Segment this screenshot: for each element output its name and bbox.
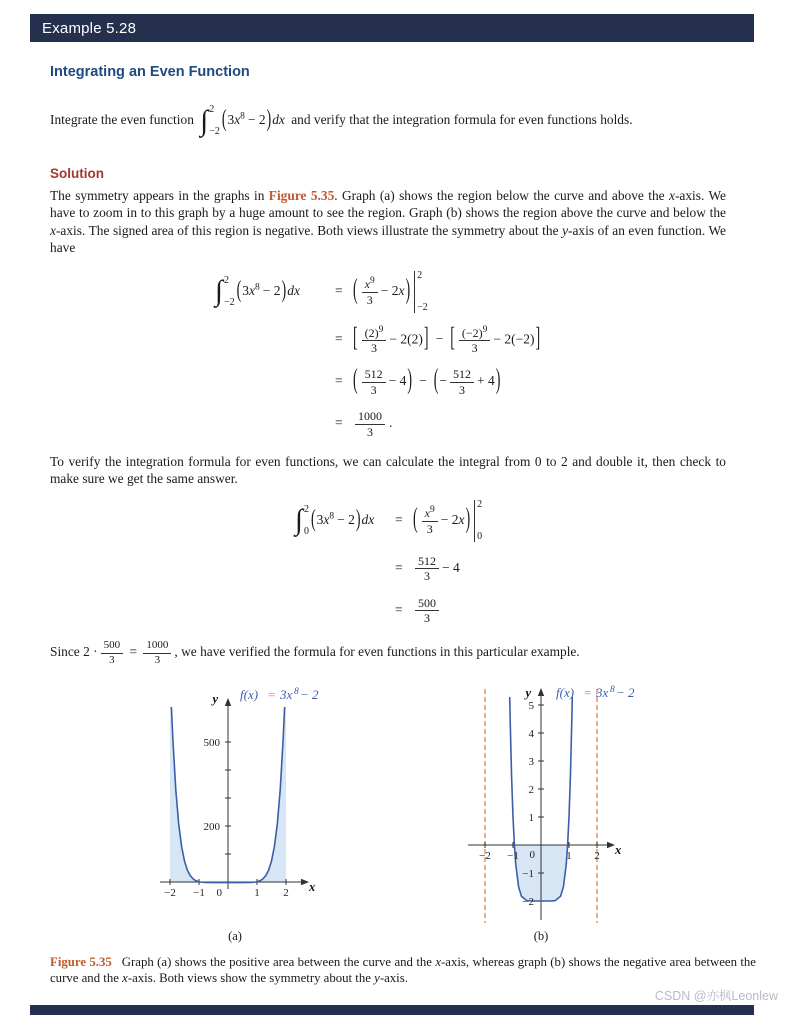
- variable: x: [424, 506, 430, 521]
- bracket: ]: [535, 324, 541, 354]
- fraction: [415, 596, 439, 626]
- y-axis-arrow: [538, 688, 544, 696]
- figure-caption-label: Figure 5.35: [50, 954, 112, 969]
- intro-paragraph: [50, 104, 726, 138]
- text-run: we have verified the formula for even functions in this particular example.: [181, 644, 580, 660]
- text-run: Graph (a) shows the positive area between the curve and the: [121, 954, 432, 969]
- curve-equation-tail: − 2: [300, 686, 319, 702]
- watermark: CSDN @亦枫Leonlew: [654, 989, 778, 1003]
- y-tick-label: 1: [528, 811, 534, 824]
- fraction-numerator: 512: [415, 554, 439, 569]
- curve-equation-exponent: 8: [294, 686, 299, 697]
- y-tick-label: 5: [528, 699, 534, 712]
- fraction: [415, 554, 439, 584]
- equals-sign: =: [335, 331, 343, 347]
- paren: (: [353, 275, 358, 307]
- y-tick-label: −1: [522, 867, 534, 880]
- equals-sign: =: [395, 559, 403, 575]
- graph-a-svg: [110, 677, 360, 927]
- fraction: [362, 367, 386, 397]
- variable: x: [249, 282, 256, 298]
- text-run: . Graph (a) shows the region below the curve and above the: [334, 188, 665, 203]
- curve-equation-equals: =: [584, 684, 592, 700]
- fraction-numerator: 500: [101, 639, 124, 653]
- text-run: -axis, whereas graph (b) shows the negative area between the curve and the: [50, 954, 756, 986]
- conclusion-paragraph: [50, 639, 726, 666]
- shaded-region-right: [256, 707, 286, 882]
- equation-block-2: [295, 500, 726, 626]
- math-token: 2 ·: [83, 644, 98, 660]
- bracket: [: [450, 324, 455, 354]
- integral: [215, 275, 235, 309]
- integral: [295, 504, 309, 538]
- integral-sign: ∫: [215, 275, 223, 308]
- fraction-numerator: 512: [450, 367, 474, 382]
- fraction-denominator: 3: [367, 424, 373, 439]
- origin-label: 0: [216, 886, 222, 899]
- integral-lower-limit: −2: [223, 296, 235, 308]
- variable: x: [234, 112, 241, 128]
- y-axis-label: y: [212, 691, 218, 706]
- math-token: − 4: [442, 559, 460, 575]
- x-tick-label: −1: [193, 886, 205, 899]
- equals-sign: =: [335, 415, 343, 431]
- minus-sign: −: [419, 373, 427, 389]
- integral-lhs: [295, 504, 395, 538]
- fraction-denominator: 3: [109, 653, 115, 666]
- variable: y: [374, 971, 380, 986]
- curve-equation-body: 3x: [596, 684, 609, 700]
- fraction-denominator: 3: [370, 382, 377, 397]
- figure-caption: [50, 954, 756, 987]
- integral-lhs: [215, 275, 335, 309]
- paren: (: [236, 278, 242, 304]
- equals-sign: =: [395, 511, 403, 527]
- fraction-denominator: 3: [426, 521, 433, 536]
- graph-b-svg: [416, 677, 666, 927]
- fraction-numerator: 500: [415, 596, 439, 611]
- math-token: + 4: [477, 373, 495, 389]
- paren: (: [433, 365, 439, 397]
- graph-a-label: (a): [228, 928, 242, 943]
- text-run: -axis. Both views show the symmetry about the: [127, 971, 371, 986]
- intro-text-post: and verify that the integration formula for even functions holds.: [291, 112, 633, 128]
- equation-line-4: [215, 409, 726, 439]
- minus-sign: −: [439, 373, 448, 389]
- fraction-denominator: 3: [154, 653, 161, 666]
- y-tick-label: 3: [528, 755, 534, 768]
- fraction: [101, 639, 124, 666]
- integral-lower-limit: 0: [303, 525, 309, 537]
- x-axis-label: x: [615, 842, 622, 857]
- integral-limits: [304, 504, 309, 538]
- equation-block-1: [215, 271, 726, 439]
- y-tick-label: 500: [203, 736, 220, 749]
- superscript: 8: [255, 282, 260, 293]
- math-token: 3: [316, 511, 324, 527]
- y-axis-arrow: [225, 698, 231, 706]
- text-run: Since: [50, 644, 80, 660]
- fraction-numerator: 1000: [355, 409, 385, 424]
- integral-upper-limit: 2: [303, 503, 309, 515]
- differential: dx: [287, 282, 300, 298]
- solution-paragraph-1: [50, 187, 726, 257]
- math-token: 3: [242, 282, 250, 298]
- x-tick-label: −2: [164, 886, 176, 899]
- figure-5-35: [50, 677, 756, 987]
- equation-line-3: [215, 367, 726, 397]
- fraction-numerator: [362, 276, 378, 292]
- y-axis-label: y: [525, 685, 531, 700]
- fraction-numerator: [459, 325, 491, 341]
- math-token: − 2: [337, 511, 355, 527]
- x-axis-label: x: [309, 879, 316, 894]
- solution-heading: Solution: [50, 166, 104, 181]
- origin-label: 0: [529, 848, 535, 861]
- equation-line-2: [215, 325, 726, 356]
- example-header-bar: [30, 14, 754, 42]
- x-tick-label: 2: [283, 886, 289, 899]
- superscript: 9: [378, 324, 384, 335]
- equals-sign: =: [395, 601, 403, 617]
- y-tick-label: 2: [528, 783, 534, 796]
- fraction: [459, 325, 491, 356]
- paren: (: [413, 504, 418, 536]
- paren: ): [495, 365, 501, 397]
- solution-paragraph-2: To verify the integration formula for even functions, we can calculate the integral from 0 to 2 and double it, then check to make sure we get the same answer.: [50, 454, 726, 487]
- fraction-numerator: 512: [362, 367, 386, 382]
- fraction-denominator: 3: [366, 292, 373, 307]
- text-run: -axis.: [379, 971, 408, 986]
- differential: dx: [272, 112, 285, 128]
- variable: x: [458, 511, 465, 527]
- y-tick-label: −2: [522, 895, 534, 908]
- x-axis-arrow: [607, 842, 615, 848]
- integral-lower-limit: −2: [209, 126, 220, 137]
- math-token: − 2: [262, 282, 281, 298]
- x-axis-arrow: [301, 879, 309, 885]
- inline-integral-expression: [200, 104, 285, 137]
- evaluation-lower: 0: [477, 530, 483, 542]
- equals-sign: =: [129, 644, 138, 660]
- curve-equation-f: f(x): [556, 684, 575, 700]
- integral-upper-limit: 2: [223, 274, 229, 286]
- variable: x: [364, 277, 370, 292]
- evaluation-upper: 2: [477, 498, 483, 510]
- variable: x: [435, 954, 442, 969]
- math-token: − 2(2): [389, 331, 423, 347]
- curve-equation-exponent: 8: [610, 684, 615, 695]
- paren: (: [353, 365, 358, 397]
- superscript: 9: [370, 276, 375, 287]
- footer-bar: [30, 1005, 754, 1015]
- equation-line-3: [295, 596, 726, 626]
- evaluation-lower: −2: [417, 301, 428, 313]
- example-title: Example 5.28: [42, 19, 137, 37]
- text-run: -axis of an even function. We have: [50, 222, 726, 256]
- fraction-denominator: 3: [371, 341, 378, 356]
- fraction-denominator: 3: [459, 382, 466, 397]
- paren: ): [355, 507, 361, 533]
- paren: (: [221, 107, 227, 133]
- fraction-denominator: 3: [424, 569, 430, 584]
- evaluation-bar: [474, 500, 482, 542]
- fraction: [143, 639, 171, 666]
- bracket: [: [353, 324, 358, 354]
- paren: ): [266, 107, 272, 133]
- variable: x: [669, 188, 675, 203]
- y-tick-label: 4: [528, 727, 534, 740]
- graph-b: [416, 677, 666, 944]
- variable: x: [323, 511, 330, 527]
- text-run: The symmetry appears in the graphs in: [50, 188, 265, 203]
- variable: x: [122, 971, 128, 986]
- math-token: − 2: [247, 112, 266, 128]
- paren: ): [465, 504, 471, 536]
- graph-a: [110, 677, 360, 944]
- variable: x: [50, 222, 56, 238]
- superscript: 9: [430, 505, 435, 516]
- comma: ,: [174, 644, 178, 660]
- fraction: [355, 409, 385, 439]
- figure-graphs: [50, 677, 726, 944]
- paren: (: [310, 507, 316, 533]
- x-tick-label: 1: [254, 886, 260, 899]
- paren: ): [407, 365, 413, 397]
- integral-sign: ∫: [295, 504, 303, 537]
- y-tick-label: 200: [203, 820, 220, 833]
- math-token: 3: [227, 112, 235, 128]
- fraction-denominator: 3: [471, 341, 478, 356]
- integral-sign: ∫: [200, 104, 209, 137]
- text-run: -axis. The signed area of this region is negative. Both views illustrate the symmetry about the: [55, 222, 559, 238]
- math-token: (−2): [461, 325, 483, 340]
- intro-text-pre: Integrate the even function: [50, 112, 194, 128]
- variable: x: [398, 282, 405, 298]
- paren: ): [405, 275, 411, 307]
- integral: [200, 104, 220, 138]
- equation-line-1: [215, 271, 726, 313]
- curve-equation-equals: =: [268, 686, 276, 702]
- figure-reference: Figure 5.35: [268, 188, 335, 203]
- variable: y: [562, 222, 569, 238]
- math-token: − 4: [388, 373, 407, 389]
- paren: ): [281, 278, 287, 304]
- differential: dx: [361, 511, 375, 527]
- minus-sign: −: [435, 331, 444, 347]
- fraction: [422, 505, 438, 536]
- superscript: 9: [482, 324, 488, 335]
- x-tick-label: −1: [507, 849, 519, 862]
- fraction: [362, 325, 387, 356]
- equation-line-2: [295, 554, 726, 584]
- curve-equation-f: f(x): [240, 686, 259, 702]
- fraction: [362, 276, 378, 307]
- x-tick-label: 1: [566, 849, 572, 862]
- fraction-numerator: [422, 505, 438, 521]
- text-run: -axis. We have to zoom in to this graph by a huge amount to see the region. Graph (b) shows the region above the curve and below the: [50, 188, 726, 221]
- math-token: − 2: [380, 282, 399, 298]
- section-title: Integrating an Even Function: [50, 64, 250, 80]
- integral-upper-limit: 2: [209, 104, 215, 115]
- superscript: 8: [329, 511, 335, 522]
- evaluation-upper: 2: [417, 269, 423, 281]
- fraction-numerator: [362, 325, 387, 341]
- integral-limits: [224, 275, 235, 309]
- superscript: 8: [240, 111, 245, 122]
- integral-limits: [209, 104, 220, 138]
- math-token: (2): [364, 325, 379, 340]
- math-token: − 2(−2): [493, 331, 535, 347]
- fraction-numerator: 1000: [143, 639, 171, 653]
- equals-sign: =: [335, 373, 343, 389]
- graph-b-label: (b): [533, 928, 549, 943]
- bracket: ]: [423, 324, 429, 354]
- curve-equation-tail: − 2: [616, 684, 635, 700]
- fraction: [450, 367, 474, 397]
- shaded-region-left: [170, 707, 200, 882]
- equation-line-1: [295, 500, 726, 542]
- x-tick-label: −2: [479, 849, 491, 862]
- math-token: − 2: [440, 511, 459, 527]
- curve-equation-body: 3x: [280, 686, 293, 702]
- equals-sign: =: [335, 282, 343, 298]
- x-tick-label: 2: [594, 849, 600, 862]
- period: .: [389, 415, 393, 431]
- evaluation-bar: [414, 271, 428, 313]
- fraction-denominator: 3: [424, 611, 430, 626]
